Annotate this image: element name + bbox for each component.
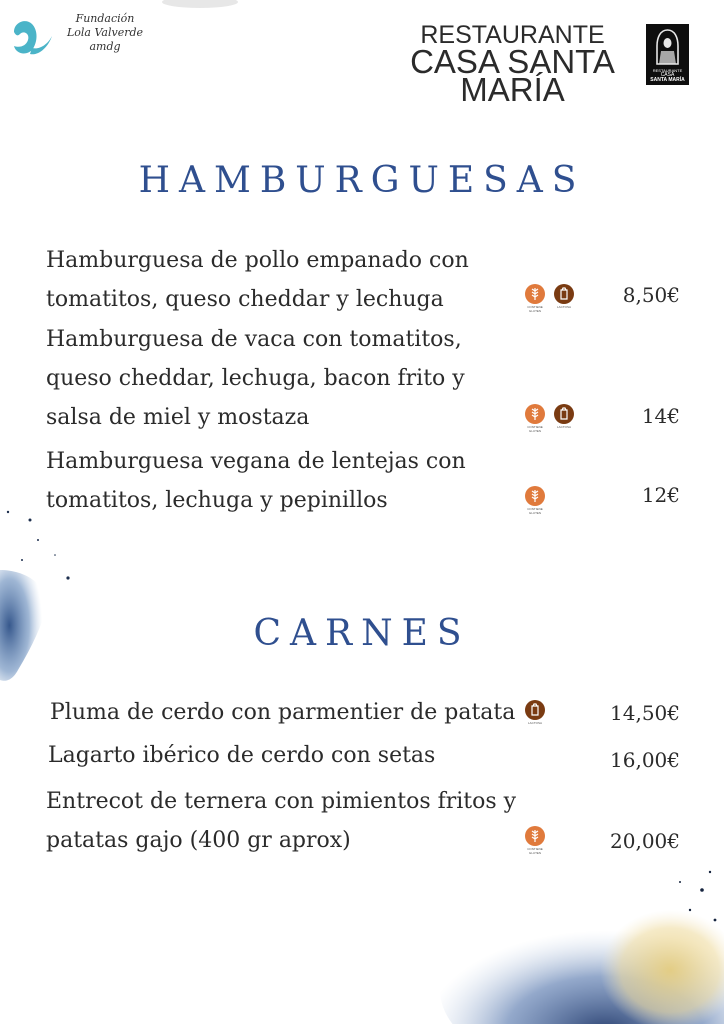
menu-item-line: Pluma de cerdo con parmentier de patata <box>50 700 516 725</box>
menu-item-line: patatas gajo (400 gr aprox) <box>46 828 351 853</box>
lactosa-allergen-label: LACTOSA <box>557 425 571 429</box>
lactosa-allergen-label: LACTOSA <box>528 721 542 725</box>
foundation-name-line3: amdg <box>89 40 121 53</box>
gluten-allergen-icon <box>525 284 545 304</box>
foundation-name-line1: Fundación <box>75 12 135 25</box>
lactosa-allergen-label: LACTOSA <box>557 305 571 309</box>
whale-icon <box>8 14 54 60</box>
lactosa-allergen-icon <box>525 700 545 720</box>
menu-item-pollo <box>46 241 469 319</box>
gluten-allergen-icon <box>525 404 545 424</box>
restaurant-title-line2: CASA SANTA <box>410 43 615 80</box>
price: 20,00€ <box>610 829 680 853</box>
gluten-allergen-label: CONTIENE GLUTEN <box>527 507 543 515</box>
gluten-allergen-icon <box>525 486 545 506</box>
virgin-figure-icon <box>646 26 689 68</box>
watercolor-splash-top <box>160 0 240 14</box>
menu-item-line: Hamburguesa vegana de lentejas con <box>46 449 466 474</box>
watercolor-splash-left <box>0 500 80 700</box>
restaurant-title-line3: MARÍA <box>460 71 565 108</box>
menu-item-pluma <box>50 693 515 732</box>
menu-item-vaca <box>46 320 465 437</box>
menu-item-lagarto <box>48 736 435 775</box>
badge-line2: CASA <box>660 72 675 78</box>
menu-item-line: salsa de miel y mostaza <box>46 405 310 430</box>
price: 14€ <box>641 404 680 428</box>
section-heading-hamburguesas: HAMBURGUESAS <box>138 160 586 201</box>
restaurant-title-line1: RESTAURANTE <box>420 21 605 49</box>
gluten-allergen-icon <box>525 826 545 846</box>
foundation-logo <box>8 12 148 64</box>
menu-item-line: queso cheddar, lechuga, bacon frito y <box>46 366 465 391</box>
menu-item-line: Hamburguesa de vaca con tomatitos, <box>46 327 462 352</box>
badge-line3: SANTA MARÍA <box>650 77 685 83</box>
gluten-allergen-label: CONTIENE GLUTEN <box>527 305 543 313</box>
menu-item-line: Hamburguesa de pollo empanado con <box>46 248 469 273</box>
menu-item-line: Lagarto ibérico de cerdo con setas <box>48 743 436 768</box>
foundation-name-line2: Lola Valverde <box>66 26 144 39</box>
menu-item-vegana <box>46 442 466 520</box>
watercolor-splash-bottom-right <box>440 860 724 1024</box>
menu-item-line: tomatitos, queso cheddar y lechuga <box>46 287 444 312</box>
gluten-allergen-label: CONTIENE GLUTEN <box>527 425 543 433</box>
menu-item-line: tomatitos, lechuga y pepinillos <box>46 488 388 513</box>
menu-item-entrecot <box>46 782 516 860</box>
gluten-allergen-label: CONTIENE GLUTEN <box>527 847 543 855</box>
restaurant-badge-logo <box>646 24 689 85</box>
price: 12€ <box>641 483 680 507</box>
restaurant-title <box>390 21 635 108</box>
price: 14,50€ <box>610 701 680 725</box>
menu-item-line: Entrecot de ternera con pimientos fritos y <box>46 789 517 814</box>
badge-line1: RESTAURANTE <box>652 68 683 73</box>
price: 16,00€ <box>610 748 680 772</box>
price: 8,50€ <box>622 283 680 307</box>
section-heading-carnes: CARNES <box>253 613 471 654</box>
